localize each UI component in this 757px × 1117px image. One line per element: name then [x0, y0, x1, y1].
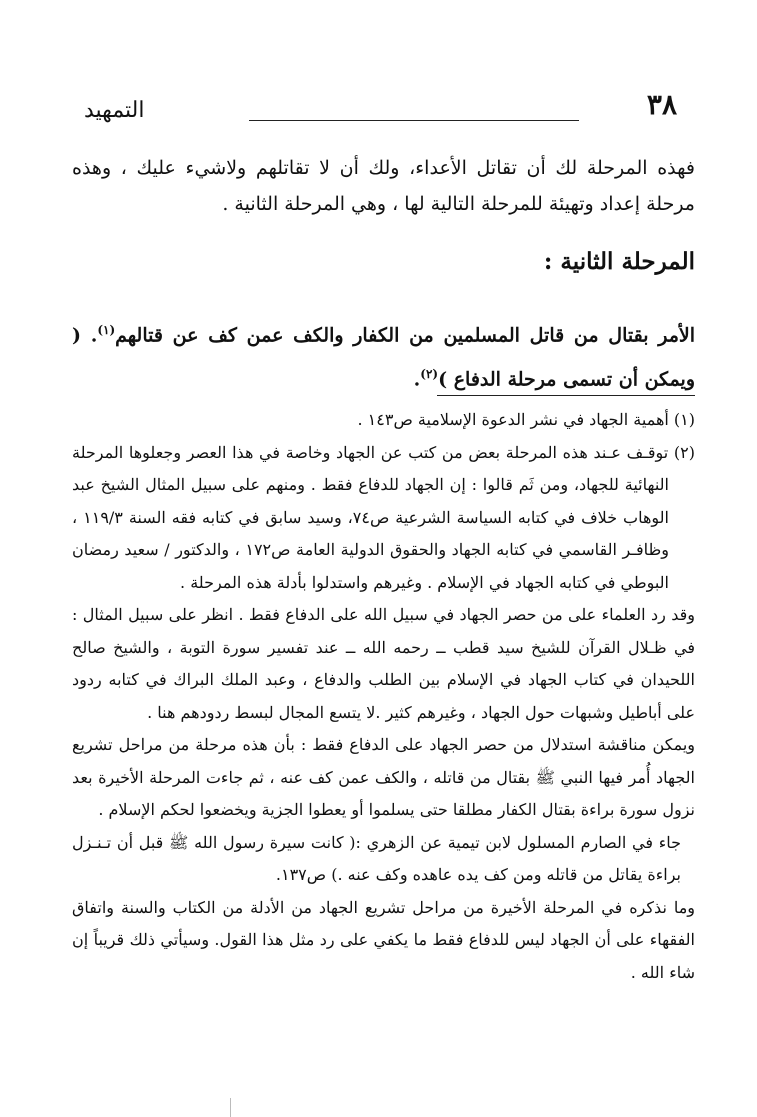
footnote-rule — [437, 395, 695, 396]
footnote-2-para-2: وقد رد العلماء على من حصر الجهاد في سبيل الله على الدفاع فقط . انظر على سبيل المثال : في ظـلال القرآن للشيخ سيد قطب ــ رحمه الله ــ عند تفسير سورة التوبة ، والشيخ صالح اللحيدان في كتاب الجهاد في الإسلام بين الطلب والدفاع ، وعبد الملك البراك في كتابه ردود على أباطيل وشبهات حول الجهاد ، وغيرهم كثير .لا يتسع المجال لبسط ردودهم هنا . — [72, 605, 695, 722]
para2-text-a: الأمر بقتال من قاتل المسلمين من الكفار والكف عمن كف عن قتالهم — [115, 324, 695, 347]
body-text-2 — [72, 292, 695, 419]
running-title: التمهيد — [84, 98, 145, 123]
gutter-mark — [230, 1098, 231, 1117]
footnote-ref-1: (١) — [97, 323, 116, 337]
footnote-2: (٢) توقـف عـند هذه المرحلة بعض من كتب عن الجهاد وخاصة في هذا العصر وجعلوها المرحلة النهائية للجهاد، ومن ثَم قالوا : إن الجهاد للدفاع فقط . ومنهم على سبيل المثال الشيخ عبد الوهاب خلاف في كتابه السياسة الشرعية ص٧٤، وسيد سابق في كتابه فقه السنة ١١٩/٣ ، وظافـر القاسمي في كتابه الجهاد والحقوق الدولية العامة ص١٧٢ ، والدكتور / سعيد رمضان البوطي في كتابه الجهاد في الإسلام . وغيرهم واستدلوا بأدلة هذه المرحلة . — [72, 442, 695, 592]
footnote-2-para-5: وما نذكره في المرحلة الأخيرة من مراحل تشريع الجهاد من الأدلة من الكتاب والسنة واتفاق الفقهاء على أن الجهاد ليس للدفاع فقط ما يكفي على رد مثل هذا القول. وسيأتي ذلك قريباً إن شاء الله . — [72, 897, 695, 982]
page-header — [60, 82, 697, 126]
section-heading: المرحلة الثانية : — [543, 248, 695, 275]
body-paragraph: فهذه المرحلة لك أن تقاتل الأعداء، ولك أن لا تقاتلهم ولاشيء عليك ، وهذه مرحلة إعداد وتهيئة للمرحلة التالية لها ، وهي المرحلة الثانية . — [72, 157, 695, 215]
body-text — [72, 150, 695, 222]
footnote-2-quote: جاء في الصارم المسلول لابن تيمية عن الزهري :( كانت سيرة رسول الله ﷺ قبل أن تـنـزل براءة يقاتل من قاتله ومن كف يده عاهده وكف عنه .) ص١٣٧. — [72, 832, 681, 884]
body-paragraph-2 — [72, 311, 695, 400]
page-number: ٣٨ — [646, 88, 677, 121]
para2-text-b: . ( ويمكن أن تسمى مرحلة الدفاع ) — [72, 324, 695, 391]
footnotes — [72, 404, 695, 989]
footnote-2-para-3: ويمكن مناقشة استدلال من حصر الجهاد على الدفاع فقط : بأن هذه مرحلة من مراحل تشريع الجهاد أُمر فيها النبي ﷺ بقتال من قاتله ، والكف عمن كف عنه ، ثم جاءت المرحلة الأخيرة بعد نزول سورة براءة بقتال الكفار مطلقا حتى يسلموا أو يعطوا الجزية ويخضعوا لحكم الإسلام . — [72, 735, 695, 819]
footnote-ref-2: (٢) — [420, 367, 439, 382]
footnote-1: (١) أهمية الجهاد في نشر الدعوة الإسلامية ص١٤٣ . — [357, 410, 695, 429]
header-rule — [249, 120, 579, 121]
para2-text-c: . — [413, 368, 421, 391]
